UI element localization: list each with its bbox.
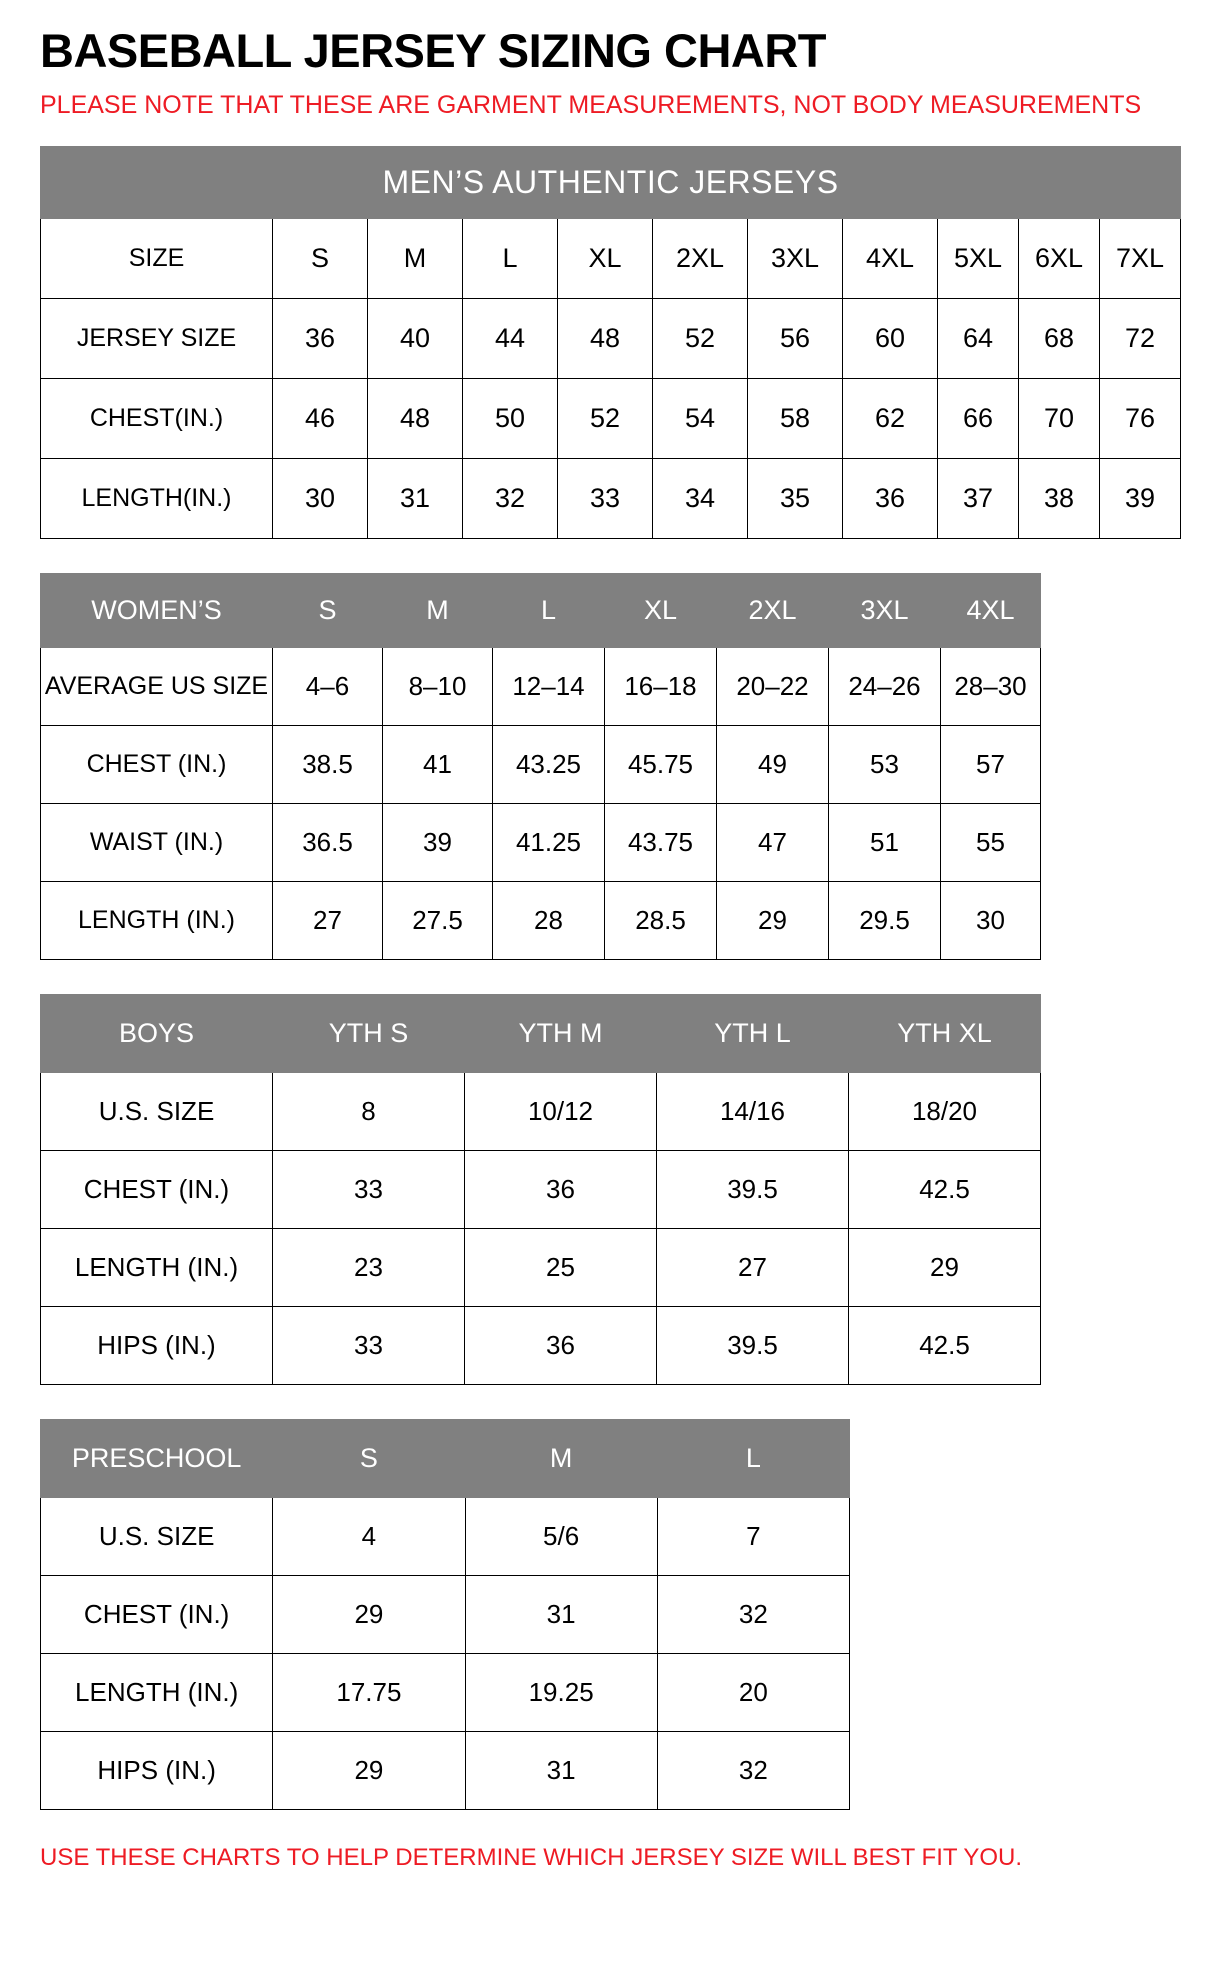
cell: 31 <box>465 1732 657 1810</box>
cell: 16–18 <box>605 648 717 726</box>
cell: 36 <box>465 1151 657 1229</box>
cell: 31 <box>368 459 463 539</box>
table-row <box>41 147 1181 219</box>
cell: 76 <box>1100 379 1181 459</box>
cell: 56 <box>748 299 843 379</box>
cell: 38.5 <box>273 726 383 804</box>
cell: 27 <box>273 882 383 960</box>
cell: 27 <box>657 1229 849 1307</box>
men-row-label-chest: CHEST(IN.) <box>41 379 273 459</box>
cell: 29.5 <box>829 882 941 960</box>
cell: 4 <box>273 1498 465 1576</box>
women-size-xl: XL <box>605 574 717 648</box>
preschool-size-m: M <box>465 1420 657 1498</box>
cell: 41 <box>383 726 493 804</box>
cell: 29 <box>717 882 829 960</box>
cell: 39 <box>383 804 493 882</box>
men-size-xl: XL <box>558 219 653 299</box>
women-size-m: M <box>383 574 493 648</box>
men-row-label-length: LENGTH(IN.) <box>41 459 273 539</box>
cell: 29 <box>273 1732 465 1810</box>
boys-row-label-chest: CHEST (IN.) <box>41 1151 273 1229</box>
cell: 29 <box>849 1229 1041 1307</box>
cell: 64 <box>938 299 1019 379</box>
cell: 68 <box>1019 299 1100 379</box>
cell: 36 <box>273 299 368 379</box>
table-row <box>41 1654 850 1732</box>
table-row <box>41 1073 1041 1151</box>
boys-row-label-us-size: U.S. SIZE <box>41 1073 273 1151</box>
table-row <box>41 299 1181 379</box>
cell: 17.75 <box>273 1654 465 1732</box>
men-size-6xl: 6XL <box>1019 219 1100 299</box>
cell: 45.75 <box>605 726 717 804</box>
cell: 33 <box>273 1307 465 1385</box>
cell: 32 <box>463 459 558 539</box>
mens-banner: MEN’S AUTHENTIC JERSEYS <box>41 147 1181 219</box>
men-size-m: M <box>368 219 463 299</box>
table-row <box>41 1732 850 1810</box>
cell: 28.5 <box>605 882 717 960</box>
cell: 66 <box>938 379 1019 459</box>
cell: 32 <box>657 1732 849 1810</box>
women-row-label-length: LENGTH (IN.) <box>41 882 273 960</box>
cell: 48 <box>558 299 653 379</box>
cell: 41.25 <box>493 804 605 882</box>
cell: 72 <box>1100 299 1181 379</box>
cell: 42.5 <box>849 1151 1041 1229</box>
cell: 5/6 <box>465 1498 657 1576</box>
table-row <box>41 648 1041 726</box>
cell: 14/16 <box>657 1073 849 1151</box>
boys-label: BOYS <box>41 995 273 1073</box>
cell: 30 <box>273 459 368 539</box>
women-size-l: L <box>493 574 605 648</box>
cell: 28–30 <box>941 648 1041 726</box>
boys-size-yth-l: YTH L <box>657 995 849 1073</box>
cell: 29 <box>273 1576 465 1654</box>
boys-size-yth-m: YTH M <box>465 995 657 1073</box>
table-row <box>41 995 1041 1073</box>
mens-sizing-table <box>40 146 1181 539</box>
women-row-label-waist: WAIST (IN.) <box>41 804 273 882</box>
cell: 47 <box>717 804 829 882</box>
measurement-note: PLEASE NOTE THAT THESE ARE GARMENT MEASUREMENTS, NOT BODY MEASUREMENTS <box>40 91 1142 120</box>
page-title: BASEBALL JERSEY SIZING CHART <box>40 24 826 77</box>
cell: 53 <box>829 726 941 804</box>
cell: 40 <box>368 299 463 379</box>
preschool-row-label-length: LENGTH (IN.) <box>41 1654 273 1732</box>
cell: 43.25 <box>493 726 605 804</box>
cell: 52 <box>653 299 748 379</box>
cell: 42.5 <box>849 1307 1041 1385</box>
cell: 57 <box>941 726 1041 804</box>
table-row <box>41 1420 850 1498</box>
table-row <box>41 804 1041 882</box>
women-size-2xl: 2XL <box>717 574 829 648</box>
table-row <box>41 882 1041 960</box>
cell: 62 <box>843 379 938 459</box>
cell: 70 <box>1019 379 1100 459</box>
women-label: WOMEN’S <box>41 574 273 648</box>
cell: 33 <box>273 1151 465 1229</box>
cell: 39.5 <box>657 1151 849 1229</box>
cell: 51 <box>829 804 941 882</box>
men-row-label-jersey-size: JERSEY SIZE <box>41 299 273 379</box>
women-size-3xl: 3XL <box>829 574 941 648</box>
cell: 4–6 <box>273 648 383 726</box>
women-row-label-average-us-size: AVERAGE US SIZE <box>41 648 273 726</box>
table-row <box>41 379 1181 459</box>
men-size-s: S <box>273 219 368 299</box>
cell: 28 <box>493 882 605 960</box>
cell: 44 <box>463 299 558 379</box>
cell: 55 <box>941 804 1041 882</box>
cell: 39.5 <box>657 1307 849 1385</box>
cell: 25 <box>465 1229 657 1307</box>
preschool-row-label-chest: CHEST (IN.) <box>41 1576 273 1654</box>
table-row <box>41 1307 1041 1385</box>
table-row <box>41 574 1041 648</box>
boys-size-yth-xl: YTH XL <box>849 995 1041 1073</box>
table-row <box>41 1229 1041 1307</box>
women-size-s: S <box>273 574 383 648</box>
women-size-4xl: 4XL <box>941 574 1041 648</box>
preschool-label: PRESCHOOL <box>41 1420 273 1498</box>
preschool-row-label-us-size: U.S. SIZE <box>41 1498 273 1576</box>
cell: 20–22 <box>717 648 829 726</box>
boys-row-label-length: LENGTH (IN.) <box>41 1229 273 1307</box>
men-size-label: SIZE <box>41 219 273 299</box>
cell: 12–14 <box>493 648 605 726</box>
table-row <box>41 1498 850 1576</box>
cell: 36 <box>843 459 938 539</box>
cell: 8–10 <box>383 648 493 726</box>
cell: 33 <box>558 459 653 539</box>
cell: 39 <box>1100 459 1181 539</box>
cell: 52 <box>558 379 653 459</box>
cell: 36.5 <box>273 804 383 882</box>
cell: 36 <box>465 1307 657 1385</box>
cell: 31 <box>465 1576 657 1654</box>
cell: 38 <box>1019 459 1100 539</box>
table-row <box>41 219 1181 299</box>
men-size-l: L <box>463 219 558 299</box>
cell: 18/20 <box>849 1073 1041 1151</box>
cell: 30 <box>941 882 1041 960</box>
cell: 35 <box>748 459 843 539</box>
cell: 60 <box>843 299 938 379</box>
table-row <box>41 1151 1041 1229</box>
cell: 46 <box>273 379 368 459</box>
table-row <box>41 1576 850 1654</box>
footer-note: USE THESE CHARTS TO HELP DETERMINE WHICH JERSEY SIZE WILL BEST FIT YOU. <box>40 1844 1023 1872</box>
boys-size-yth-s: YTH S <box>273 995 465 1073</box>
cell: 32 <box>657 1576 849 1654</box>
cell: 37 <box>938 459 1019 539</box>
men-size-7xl: 7XL <box>1100 219 1181 299</box>
cell: 54 <box>653 379 748 459</box>
men-size-5xl: 5XL <box>938 219 1019 299</box>
preschool-size-s: S <box>273 1420 465 1498</box>
table-row <box>41 459 1181 539</box>
cell: 43.75 <box>605 804 717 882</box>
preschool-sizing-table <box>40 1419 850 1810</box>
boys-sizing-table <box>40 994 1041 1385</box>
cell: 50 <box>463 379 558 459</box>
women-row-label-chest: CHEST (IN.) <box>41 726 273 804</box>
preschool-row-label-hips: HIPS (IN.) <box>41 1732 273 1810</box>
cell: 8 <box>273 1073 465 1151</box>
cell: 20 <box>657 1654 849 1732</box>
womens-sizing-table <box>40 573 1041 960</box>
cell: 24–26 <box>829 648 941 726</box>
men-size-3xl: 3XL <box>748 219 843 299</box>
cell: 48 <box>368 379 463 459</box>
cell: 23 <box>273 1229 465 1307</box>
cell: 19.25 <box>465 1654 657 1732</box>
boys-row-label-hips: HIPS (IN.) <box>41 1307 273 1385</box>
cell: 34 <box>653 459 748 539</box>
cell: 10/12 <box>465 1073 657 1151</box>
table-row <box>41 726 1041 804</box>
men-size-4xl: 4XL <box>843 219 938 299</box>
preschool-size-l: L <box>657 1420 849 1498</box>
cell: 7 <box>657 1498 849 1576</box>
men-size-2xl: 2XL <box>653 219 748 299</box>
cell: 27.5 <box>383 882 493 960</box>
cell: 58 <box>748 379 843 459</box>
cell: 49 <box>717 726 829 804</box>
